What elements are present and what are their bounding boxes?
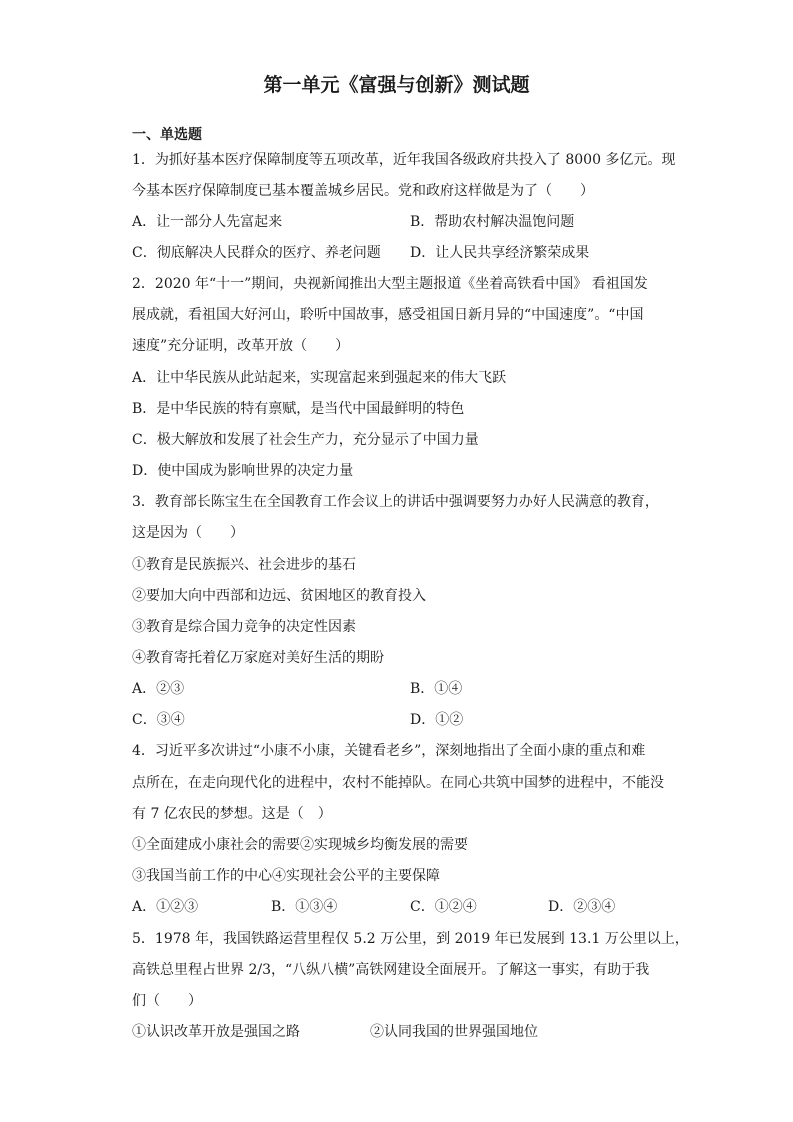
q3-statement-2: ②要加大向中西部和边远、贫困地区的教育投入 xyxy=(132,588,426,604)
q2-option-c: C．极大解放和发展了社会生产力，充分显示了中国力量 xyxy=(132,432,479,448)
q2-line-2: 展成就，看祖国大好河山，聆听中国故事，感受祖国日新月异的“中国速度”。“中国 xyxy=(132,307,644,323)
q5-line-1: 5．1978 年，我国铁路运营里程仅 5.2 万公里，到 2019 年已发展到 13.1 万公里以上， xyxy=(132,931,689,947)
section-heading: 一、单选题 xyxy=(132,127,202,143)
q4-option-d: D．②③④ xyxy=(548,899,616,915)
q4-option-b: B．①③④ xyxy=(271,899,338,915)
q5-line-3: 们（ ） xyxy=(132,993,202,1009)
q3-option-b: B．①④ xyxy=(410,681,463,697)
q4-option-c: C．①②④ xyxy=(410,899,477,915)
page-title: 第一单元《富强与创新》测试题 xyxy=(263,74,530,96)
q3-line-2: 这是因为（ ） xyxy=(132,525,244,541)
q5-statement-2: ②认同我国的世界强国地位 xyxy=(370,1024,538,1040)
q1-line-2: 今基本医疗保障制度已基本覆盖城乡居民。党和政府这样做是为了（ ） xyxy=(132,183,594,199)
q5-statement-1: ①认识改革开放是强国之路 xyxy=(132,1024,300,1040)
q2-line-3: 速度”充分证明，改革开放（ ） xyxy=(132,338,350,354)
q1-option-c: C．彻底解决人民群众的医疗、养老问题 xyxy=(132,245,381,261)
q3-line-1: 3．教育部长陈宝生在全国教育工作会议上的讲话中强调要努力办好人民满意的教育， xyxy=(132,494,659,510)
q4-line-3: 有 7 亿农民的梦想。这是（ ） xyxy=(132,806,332,822)
q4-line-1: 4．习近平多次讲过“小康不小康，关键看老乡”，深刻地指出了全面小康的重点和难 xyxy=(132,743,646,759)
q4-statements-2: ③我国当前工作的中心④实现社会公平的主要保障 xyxy=(132,868,440,884)
q1-option-a: A．让一部分人先富起来 xyxy=(132,214,283,230)
q1-line-1: 1．为抓好基本医疗保障制度等五项改革，近年我国各级政府共投入了 8000 多亿元。现 xyxy=(132,152,676,168)
q1-option-d: D．让人民共享经济繁荣成果 xyxy=(410,245,590,261)
q3-option-c: C．③④ xyxy=(132,712,185,728)
q4-line-2: 点所在，在走向现代化的进程中，农村不能掉队。在同心共筑中国梦的进程中，不能没 xyxy=(132,775,664,791)
q3-statement-1: ①教育是民族振兴、社会进步的基石 xyxy=(132,557,356,573)
q3-option-a: A．②③ xyxy=(132,681,185,697)
q3-statement-4: ④教育寄托着亿万家庭对美好生活的期盼 xyxy=(132,650,384,666)
q4-statements-1: ①全面建成小康社会的需要②实现城乡均衡发展的需要 xyxy=(132,837,468,853)
q5-line-2: 高铁总里程占世界 2/3，“八纵八横”高铁网建设全面展开。了解这一事实，有助于我 xyxy=(132,962,650,978)
q2-option-a: A．让中华民族从此站起来，实现富起来到强起来的伟大飞跃 xyxy=(132,370,507,386)
q4-option-a: A．①②③ xyxy=(132,899,199,915)
q1-option-b: B．帮助农村解决温饱问题 xyxy=(410,214,575,230)
q3-option-d: D．①② xyxy=(410,712,464,728)
q3-statement-3: ③教育是综合国力竞争的决定性因素 xyxy=(132,619,356,635)
q2-option-b: B．是中华民族的特有禀赋，是当代中国最鲜明的特色 xyxy=(132,401,465,417)
q2-line-1: 2．2020 年“十一”期间，央视新闻推出大型主题报道《坐着高铁看中国》 看祖国发 xyxy=(132,276,648,292)
q2-option-d: D．使中国成为影响世界的决定力量 xyxy=(132,463,354,479)
